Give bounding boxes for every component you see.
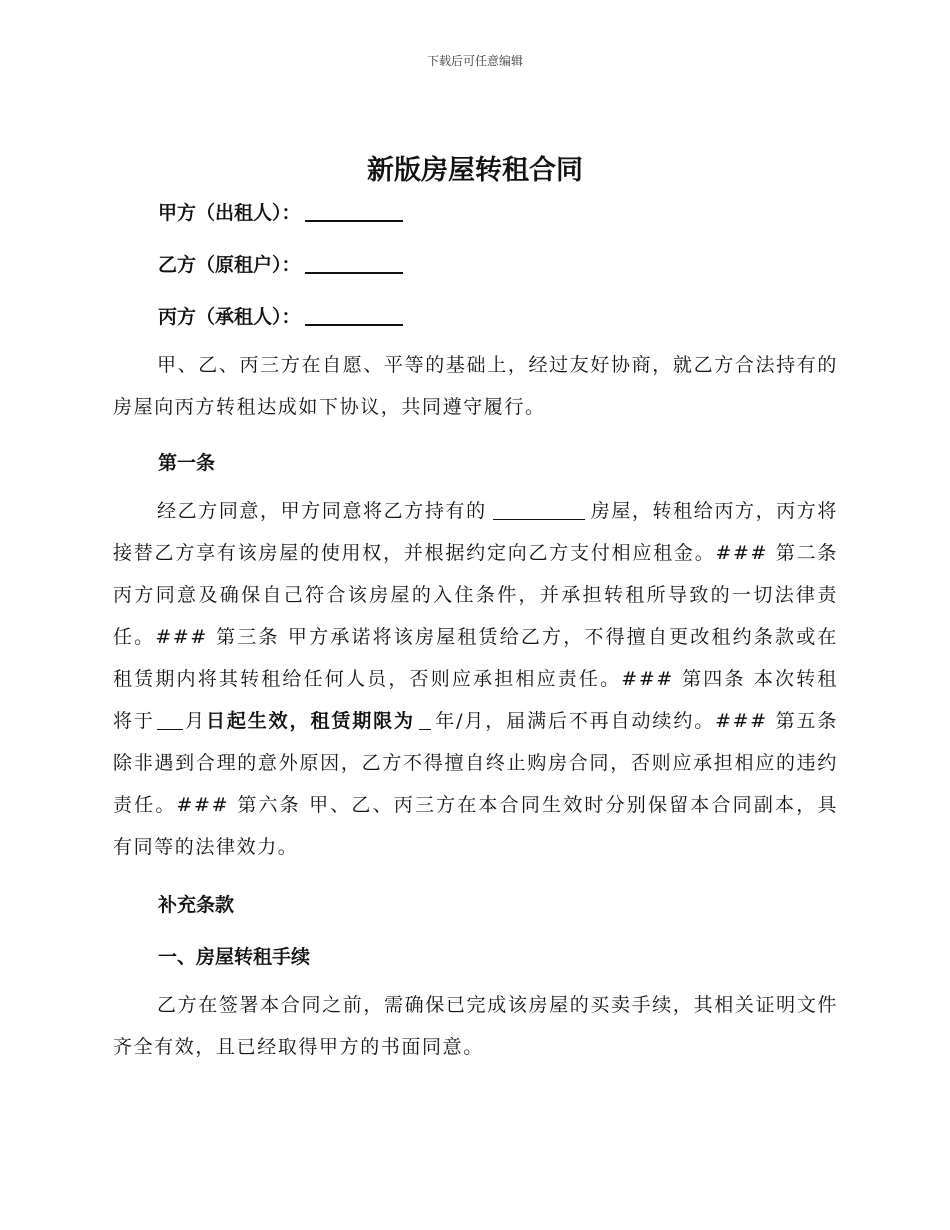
party-c-line	[158, 302, 403, 329]
article-1-text-2: 房屋，转租给丙方，丙方将接替乙方享有该房屋的使用权，并根据约定向乙方支付相应租金。### 第二条 丙方同意及确保自己符合该房屋的入住条件，并承担转租所导致的一切法律责任。### 第三条 甲方承诺将该房屋租赁给乙方，不得擅自更改租约条款或在租赁期内将其转租给任何人员，否则应承担相应责任。### 第四条 本次转租将于	[113, 500, 838, 732]
party-a-line	[158, 198, 403, 225]
term-blank	[419, 711, 431, 730]
party-b-label: 乙方（原租户）：	[158, 254, 301, 276]
article-1-text-5: 年/月，届满后不再自动续约。### 第五条 除非遇到合理的意外原因，乙方不得擅自终止购房合同，否则应承担相应的违约责任。### 第六条 甲、乙、丙三方在本合同生效时分别保留本合同副本，具有同等的法律效力。	[113, 710, 838, 858]
article-1-text-1: 经乙方同意，甲方同意将乙方持有的	[157, 500, 487, 522]
intro-paragraph: 甲、乙、丙三方在自愿、平等的基础上，经过友好协商，就乙方合法持有的房屋向丙方转租达成如下协议，共同遵守履行。	[113, 354, 838, 418]
party-b-blank	[305, 254, 403, 274]
supplement-heading: 补充条款	[158, 894, 235, 916]
supplement-paragraph: 乙方在签署本合同之前，需确保已完成该房屋的买卖手续，其相关证明文件齐全有效，且已经取得甲方的书面同意。	[113, 994, 838, 1058]
party-c-label: 丙方（承租人）：	[158, 306, 301, 328]
property-blank	[493, 501, 585, 520]
supplement-subheading-1: 一、房屋转租手续	[158, 946, 311, 968]
document-title: 新版房屋转租合同	[367, 155, 583, 186]
article-1-text-3: 月	[184, 710, 206, 732]
article-1-text-4: 日起生效，租赁期限为	[205, 710, 415, 732]
party-a-label: 甲方（出租人）：	[158, 202, 301, 224]
party-c-blank	[305, 306, 403, 326]
page-header-note: 下载后可任意编辑	[426, 54, 523, 68]
month-blank	[157, 711, 183, 730]
article-1-heading: 第一条	[158, 452, 216, 474]
party-a-blank	[305, 202, 403, 222]
party-b-line	[158, 250, 403, 277]
article-1-body	[113, 490, 838, 868]
